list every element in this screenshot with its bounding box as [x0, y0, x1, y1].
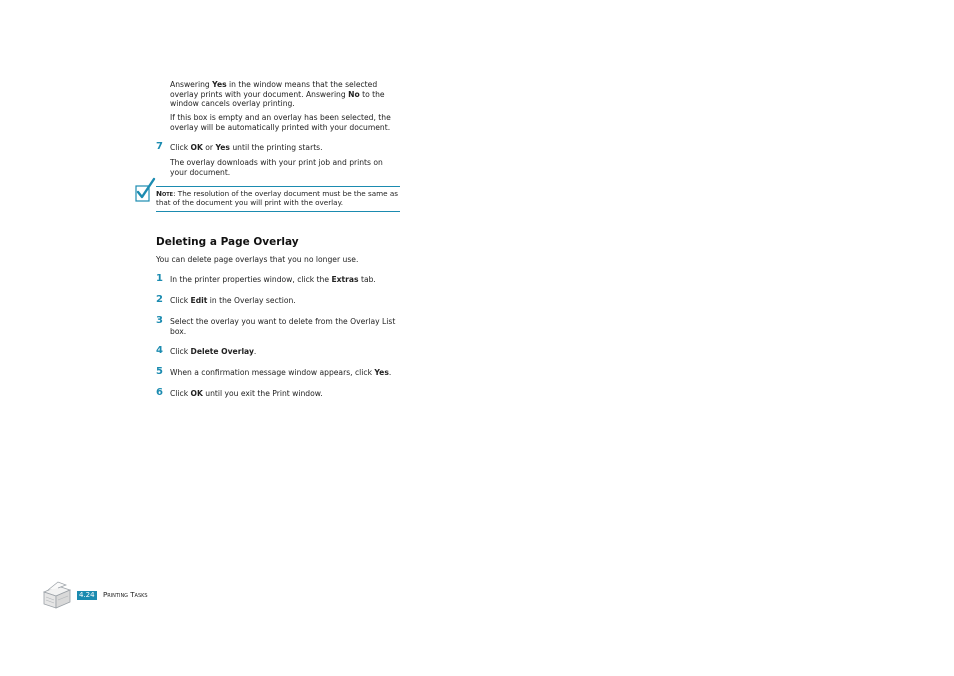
text-run: . — [388, 368, 392, 377]
step-5-text — [170, 368, 402, 378]
ok-term: OK — [190, 143, 203, 152]
yes-term: Yes — [215, 143, 230, 152]
checkmark-note-icon — [134, 177, 156, 203]
section-intro: You can delete page overlays that you no longer use. — [156, 255, 359, 264]
text-run: Click — [170, 347, 191, 356]
step-1-text — [170, 275, 402, 285]
step-number-3: 3 — [156, 315, 163, 326]
empty-box-paragraph: If this box is empty and an overlay has been selected, the overlay will be automatically printed with your document. — [170, 113, 391, 132]
overlay-answer-paragraph — [170, 80, 402, 109]
step-7-text — [170, 143, 402, 153]
edit-term: Edit — [190, 296, 208, 305]
text-run: . — [253, 347, 257, 356]
text-run: until the printing starts. — [229, 143, 323, 152]
text-run: When a confirmation message window appears, click — [170, 368, 375, 377]
page-number-badge: 4.24 — [79, 591, 95, 599]
text-run: In the printer properties window, click the — [170, 275, 332, 284]
note-body: : The resolution of the overlay document must be the same as that of the document you will print with the overlay. — [156, 189, 398, 208]
step-number-2: 2 — [156, 294, 163, 305]
note-label: Note — [156, 189, 174, 198]
yes-term: Yes — [212, 80, 227, 89]
section-heading: Deleting a Page Overlay — [156, 236, 299, 248]
note-box — [156, 186, 400, 212]
text-run: to the window cancels overlay printing. — [170, 89, 385, 109]
ok-term: OK — [190, 389, 203, 398]
text-run: Click — [170, 296, 191, 305]
step-number-6: 6 — [156, 387, 163, 398]
no-term: No — [348, 89, 360, 99]
step-6-text — [170, 389, 402, 399]
extras-term: Extras — [331, 275, 359, 284]
text-run: in the Overlay section. — [207, 296, 296, 305]
step-number-1: 1 — [156, 273, 163, 284]
step-3-text — [170, 317, 402, 336]
text-run: Click — [170, 389, 191, 398]
delete-overlay-term: Delete Overlay — [190, 347, 254, 356]
note-text — [156, 189, 400, 207]
printer-icon — [40, 578, 72, 612]
text-run: Select the overlay you want to delete from the Overlay List box. — [170, 317, 396, 336]
text-run: until you exit the Print window. — [202, 389, 323, 398]
text-run: tab. — [358, 275, 376, 284]
step-number-7: 7 — [156, 141, 163, 152]
text-run: Click — [170, 143, 191, 152]
step-2-text — [170, 296, 402, 306]
step-4-text — [170, 347, 402, 357]
yes-term: Yes — [374, 368, 389, 377]
step-7-followup: The overlay downloads with your print job and prints on your document. — [170, 158, 383, 177]
step-number-4: 4 — [156, 345, 163, 356]
text-run: or — [202, 143, 216, 152]
footer-section-title: Printing Tasks — [103, 591, 148, 599]
text-run: Answering — [170, 80, 213, 89]
step-number-5: 5 — [156, 366, 163, 377]
text-run: in the window means that the selected overlay prints with your document. Answering — [170, 80, 378, 99]
